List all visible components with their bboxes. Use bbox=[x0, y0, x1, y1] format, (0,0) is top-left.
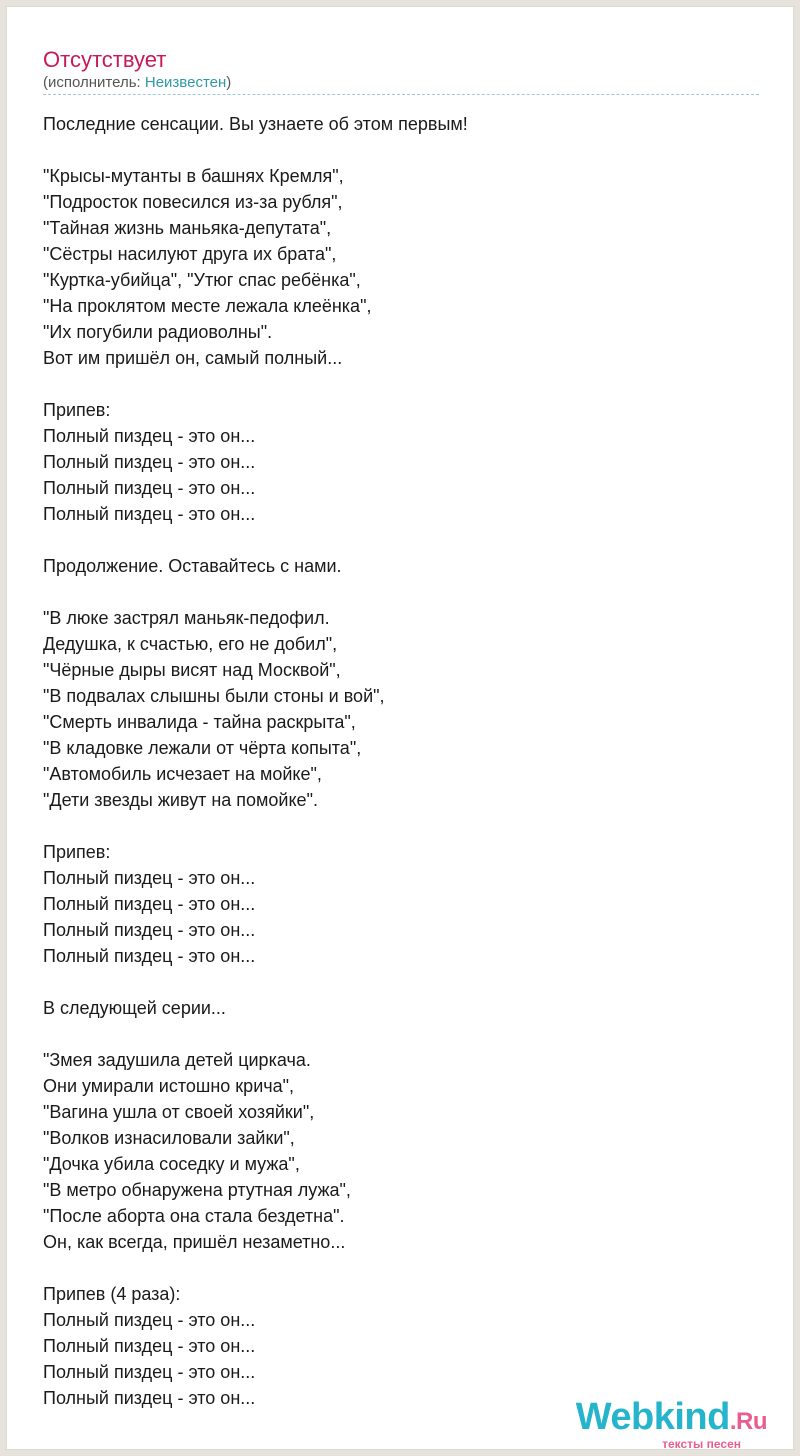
lyric-line bbox=[43, 527, 763, 553]
lyric-line: "Подросток повесился из-за рубля", bbox=[43, 192, 343, 212]
lyric-line: "Дочка убила соседку и мужа", bbox=[43, 1154, 300, 1174]
lyric-line: Припев: bbox=[43, 400, 111, 420]
lyric-line: Последние сенсации. Вы узнаете об этом первым! bbox=[43, 114, 468, 134]
lyric-line bbox=[43, 579, 763, 605]
lyric-line: Он, как всегда, пришёл незаметно... bbox=[43, 1232, 346, 1252]
lyrics-body bbox=[43, 111, 763, 1411]
lyric-line: Продолжение. Оставайтесь с нами. bbox=[43, 556, 342, 576]
lyric-line: "На проклятом месте лежала клеёнка", bbox=[43, 296, 372, 316]
lyric-line: "Их погубили радиоволны". bbox=[43, 322, 273, 342]
site-logo[interactable] bbox=[576, 1397, 767, 1450]
lyric-line: "Смерть инвалида - тайна раскрыта", bbox=[43, 712, 356, 732]
logo-tagline: тексты песен bbox=[662, 1437, 741, 1451]
lyric-line: Полный пиздец - это он... bbox=[43, 1310, 256, 1330]
page-card bbox=[6, 6, 794, 1450]
lyric-line: Полный пиздец - это он... bbox=[43, 894, 256, 914]
artist-link[interactable]: Неизвестен bbox=[144, 74, 227, 91]
lyric-line: Полный пиздец - это он... bbox=[43, 478, 256, 498]
artist-line bbox=[43, 74, 231, 92]
lyric-line: Припев: bbox=[43, 842, 111, 862]
lyric-line: В следующей серии... bbox=[43, 998, 226, 1018]
artist-suffix: ) bbox=[226, 74, 232, 91]
artist-prefix: (исполнитель: bbox=[43, 74, 145, 91]
lyric-line: "В подвалах слышны были стоны и вой", bbox=[43, 686, 385, 706]
logo-wordmark bbox=[576, 1397, 767, 1442]
lyric-line: "В метро обнаружена ртутная лужа", bbox=[43, 1180, 351, 1200]
lyric-line: Припев (4 раза): bbox=[43, 1284, 181, 1304]
lyric-line: "После аборта она стала бездетна". bbox=[43, 1206, 345, 1226]
lyric-line: Полный пиздец - это он... bbox=[43, 504, 256, 524]
lyric-line bbox=[43, 137, 763, 163]
lyric-line: "Сёстры насилуют друга их брата", bbox=[43, 244, 337, 264]
lyric-line: Полный пиздец - это он... bbox=[43, 452, 256, 472]
lyric-line: Они умирали истошно крича", bbox=[43, 1076, 295, 1096]
logo-tld: .Ru bbox=[729, 1408, 767, 1435]
lyric-line: Полный пиздец - это он... bbox=[43, 1362, 256, 1382]
lyric-line bbox=[43, 1255, 763, 1281]
lyric-line: Полный пиздец - это он... bbox=[43, 920, 256, 940]
logo-main-text: Webkind bbox=[575, 1396, 730, 1438]
lyric-line bbox=[43, 969, 763, 995]
lyric-line: "Волков изнасиловали зайки", bbox=[43, 1128, 295, 1148]
lyric-line bbox=[43, 1021, 763, 1047]
lyric-line: "Тайная жизнь маньяка-депутата", bbox=[43, 218, 332, 238]
lyric-line: "Чёрные дыры висят над Москвой", bbox=[43, 660, 341, 680]
lyric-line: Полный пиздец - это он... bbox=[43, 1388, 256, 1408]
lyric-line: "Крысы-мутанты в башнях Кремля", bbox=[43, 166, 344, 186]
lyric-line: "Вагина ушла от своей хозяйки", bbox=[43, 1102, 315, 1122]
lyric-line: Полный пиздец - это он... bbox=[43, 868, 256, 888]
lyric-line bbox=[43, 813, 763, 839]
song-title: Отсутствует bbox=[43, 47, 167, 72]
lyric-line: "В люке застрял маньяк-педофил. bbox=[43, 608, 330, 628]
lyric-line: "В кладовке лежали от чёрта копыта", bbox=[43, 738, 362, 758]
lyric-line: "Змея задушила детей циркача. bbox=[43, 1050, 311, 1070]
lyric-line: Полный пиздец - это он... bbox=[43, 1336, 256, 1356]
header-divider bbox=[43, 94, 759, 95]
lyric-line: Вот им пришёл он, самый полный... bbox=[43, 348, 343, 368]
lyric-line bbox=[43, 371, 763, 397]
lyric-line: "Дети звезды живут на помойке". bbox=[43, 790, 318, 810]
lyric-line: "Автомобиль исчезает на мойке", bbox=[43, 764, 322, 784]
lyric-line: "Куртка-убийца", "Утюг спас ребёнка", bbox=[43, 270, 361, 290]
lyric-line: Полный пиздец - это он... bbox=[43, 426, 256, 446]
lyric-line: Дедушка, к счастью, его не добил", bbox=[43, 634, 338, 654]
lyric-line: Полный пиздец - это он... bbox=[43, 946, 256, 966]
